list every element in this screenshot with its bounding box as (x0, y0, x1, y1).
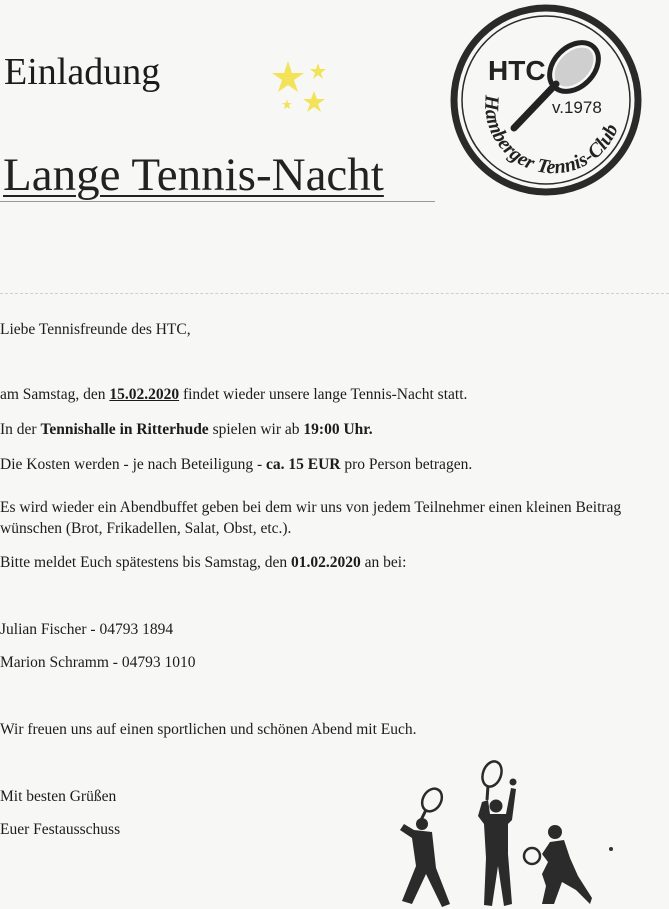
page-title: Lange Tennis-Nacht (3, 149, 384, 201)
venue-line-pre: In der (0, 421, 41, 438)
date-line-pre: am Samstag, den (0, 386, 110, 403)
register-line-pre: Bitte meldet Euch spätestens bis Samstag, den (0, 554, 292, 571)
price: ca. 15 EUR (266, 456, 341, 473)
cost-line (0, 455, 472, 475)
closing-sentence: Wir freuen uns auf einen sportlichen und schönen Abend mit Euch. (0, 721, 417, 738)
date-line-post: findet wieder unsere lange Tennis-Nacht statt. (179, 386, 468, 403)
contact-marion: Marion Schramm - 04793 1010 (0, 654, 196, 671)
venue-line-mid: spielen wir ab (208, 421, 304, 438)
stars-icon (268, 55, 333, 125)
invitation-kicker: Einladung (4, 51, 161, 93)
event-date: 15.02.2020 (109, 386, 180, 403)
buffet-paragraph: Es wird wieder ein Abendbuffet geben bei dem wir uns von jedem Teilnehmer einen kleinen Beitrag wünschen (Brot, Frikadellen, Salat, Obst, etc.). (0, 499, 622, 537)
cost-line-pre: Die Kosten werden - je nach Beteiligung - (0, 456, 266, 473)
venue-line (0, 420, 373, 440)
tennis-players-icon (392, 758, 632, 909)
section-divider (0, 293, 669, 294)
register-line (0, 553, 406, 573)
title-divider (0, 201, 435, 202)
contact-julian: Julian Fischer - 04793 1894 (0, 621, 174, 638)
register-line-post: an bei: (360, 554, 407, 571)
speck (609, 847, 613, 851)
cost-line-post: pro Person betragen. (340, 456, 473, 473)
club-logo (446, 0, 646, 200)
logo-club-name: Hamberger Tennis-Club (480, 94, 623, 179)
logo-year: v.1978 (552, 98, 602, 117)
salutation: Liebe Tennisfreunde des HTC, (0, 321, 191, 338)
logo-abbr: HTC (488, 55, 546, 86)
regards: Mit besten Grüßen (0, 788, 117, 805)
date-line (0, 385, 467, 405)
register-date: 01.02.2020 (291, 554, 361, 571)
start-time: 19:00 Uhr. (303, 421, 373, 438)
venue: Tennishalle in Ritterhude (40, 421, 209, 438)
signature: Euer Festausschuss (0, 821, 121, 838)
